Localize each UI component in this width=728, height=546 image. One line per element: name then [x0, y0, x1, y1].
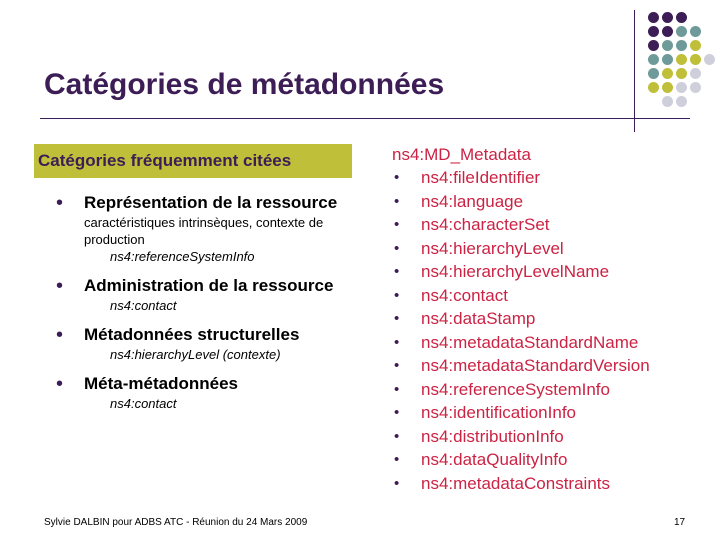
bullet-icon: •	[394, 357, 400, 374]
item-label: ns4:metadataStandardName	[421, 332, 639, 352]
decor-dot	[690, 26, 701, 37]
list-item	[392, 307, 722, 331]
list-item	[392, 354, 722, 378]
bullet-icon: •	[394, 169, 400, 186]
list-item	[56, 192, 376, 265]
item-sub: ns4:hierarchyLevel (contexte)	[110, 347, 281, 362]
item-label: ns4:dataQualityInfo	[421, 450, 568, 469]
list-item	[392, 448, 722, 472]
decor-dot	[676, 82, 687, 93]
page-number: 17	[674, 517, 686, 528]
bullet-icon: •	[394, 263, 400, 280]
vertical-divider	[634, 10, 635, 132]
list-item	[392, 284, 722, 308]
list-item	[392, 166, 722, 190]
item-sub: ns4:referenceSystemInfo	[110, 249, 255, 264]
list-item	[56, 324, 376, 363]
bullet-icon: •	[394, 239, 400, 257]
decor-dot	[648, 12, 659, 23]
bullet-icon: •	[394, 216, 400, 233]
footer-text: Sylvie DALBIN pour ADBS ATC - Réunion du 24 Mars 2009	[44, 517, 308, 528]
item-description: caractéristiques intrinsèques, contexte de production	[84, 215, 324, 247]
list-item	[392, 237, 722, 261]
decor-dot	[648, 26, 659, 37]
decor-dot	[662, 12, 673, 23]
decor-dot	[662, 40, 673, 51]
item-label: ns4:dataStamp	[421, 309, 536, 328]
item-sub: ns4:contact	[110, 298, 177, 313]
slide-title: Catégories de métadonnées	[44, 68, 445, 101]
list-item	[392, 331, 722, 355]
decor-dot	[690, 68, 701, 79]
item-sub: ns4:contact	[110, 396, 177, 411]
bullet-icon: •	[56, 275, 64, 297]
decor-dot	[648, 40, 659, 51]
decor-dot	[676, 12, 687, 23]
decor-dot	[662, 26, 673, 37]
bullet-icon: •	[56, 324, 64, 346]
decor-dot	[648, 82, 659, 93]
decor-dot	[690, 82, 701, 93]
bullet-icon: •	[394, 451, 400, 468]
item-label: ns4:contact	[421, 285, 508, 305]
bullet-icon: •	[394, 474, 400, 492]
decor-dot	[676, 26, 687, 37]
decor-dot	[662, 82, 673, 93]
list-item	[392, 213, 722, 237]
list-item	[56, 275, 376, 314]
list-item	[392, 425, 722, 449]
bullet-icon: •	[394, 192, 400, 210]
item-heading: Métadonnées structurelles	[84, 325, 300, 344]
item-label: ns4:metadataStandardVersion	[421, 356, 650, 375]
decor-dot	[648, 54, 659, 65]
bullet-icon: •	[394, 333, 400, 351]
item-label: ns4:referenceSystemInfo	[421, 379, 610, 399]
item-label: ns4:hierarchyLevel	[421, 238, 564, 258]
decor-dot	[676, 96, 687, 107]
bullet-icon: •	[394, 380, 400, 398]
decor-dot	[690, 40, 701, 51]
item-label: ns4:hierarchyLevelName	[421, 262, 610, 281]
decor-dot	[662, 96, 673, 107]
list-item	[392, 401, 722, 425]
item-label: ns4:identificationInfo	[421, 403, 576, 422]
bullet-icon: •	[56, 192, 64, 214]
bullet-icon: •	[394, 404, 400, 421]
decor-dot	[676, 54, 687, 65]
item-label: ns4:distributionInfo	[421, 426, 564, 446]
decor-dot	[648, 68, 659, 79]
item-heading: Méta-métadonnées	[84, 374, 238, 393]
item-heading: Administration de la ressource	[84, 276, 334, 295]
decor-dot	[704, 54, 715, 65]
list-item	[56, 373, 376, 412]
list-item	[392, 260, 722, 284]
right-element-list	[392, 143, 722, 495]
item-heading: Représentation de la ressource	[84, 193, 338, 212]
decor-dot	[676, 40, 687, 51]
item-label: ns4:fileIdentifier	[421, 168, 541, 187]
item-label: ns4:characterSet	[421, 215, 550, 234]
decor-dot	[662, 54, 673, 65]
item-label: ns4:language	[421, 191, 524, 211]
left-bullet-list	[56, 192, 376, 412]
title-underline	[40, 118, 690, 119]
list-item	[392, 472, 722, 496]
decor-dot	[676, 68, 687, 79]
subtitle-banner: Catégories fréquemment citées	[34, 144, 352, 178]
bullet-icon: •	[394, 286, 400, 304]
bullet-icon: •	[394, 310, 400, 327]
decor-dot	[690, 54, 701, 65]
list-item	[392, 190, 722, 214]
list-item	[392, 378, 722, 402]
decor-dot	[662, 68, 673, 79]
bullet-icon: •	[56, 373, 64, 395]
item-label: ns4:metadataConstraints	[421, 473, 610, 493]
bullet-icon: •	[394, 427, 400, 445]
right-list-heading: ns4:MD_Metadata	[392, 145, 531, 164]
